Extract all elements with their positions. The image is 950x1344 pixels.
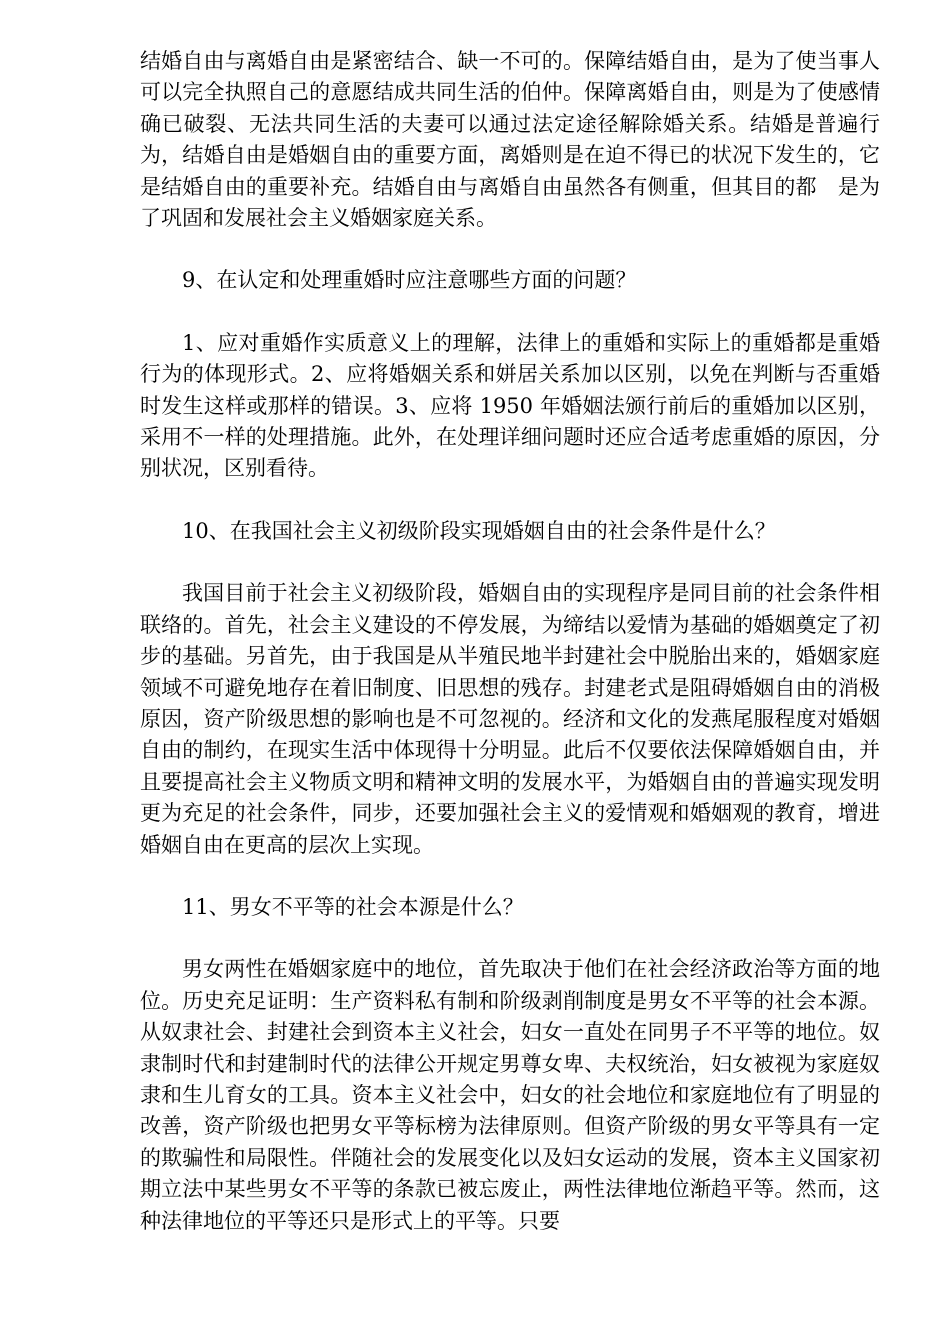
answer-11-paragraph: 男女两性在婚姻家庭中的地位，首先取决于他们在社会经济政治等方面的地位。历史充足证明：生产资料私有制和阶级剥削制度是男女不平等的社会本源。从奴隶社会、封建社会到资本主义社会，妇女一直处在同男子不平等的地位。奴隶制时代和封建制时代的法律公开规定男尊女卑、夫权统治，妇女被视为家庭奴隶和生儿育女的工具。资本主义社会中，妇女的社会地位和家庭地位有了明显的改善，资产阶级也把男女平等标榜为法律原则。但资产阶级的男女平等具有一定的欺骗性和局限性。伴随社会的发展变化以及妇女运动的发展，资本主义国家初期立法中某些男女不平等的条款已被忘废止，两性法律地位渐趋平等。然而，这种法律地位的平等还只是形式上的平等。只要 [140,957,880,1233]
paragraph-marriage-divorce-freedom: 结婚自由与离婚自由是紧密结合、缺一不可的。保障结婚自由，是为了使当事人可以完全执照自己的意愿结成共同生活的伯仲。保障离婚自由，则是为了使感情确已破裂、无法共同生活的夫妻可以通过法定途径解除婚关系。结婚是普遍行为，结婚自由是婚姻自由的重要方面，离婚则是在迫不得已的状况下发生的，它是结婚自由的重要补充。结婚自由与离婚自由虽然各有侧重，但其目的都 是为了巩固和发展社会主义婚姻家庭关系。 [140,49,880,231]
answer-9-paragraph: 1、应对重婚作实质意义上的理解，法律上的重婚和实际上的重婚都是重婚行为的体现形式。2、应将婚姻关系和姘居关系加以区别，以免在判断与否重婚时发生这样或那样的错误。3、应将 1950 年婚姻法颁行前后的重婚加以区别，采用不一样的处理措施。此外，在处理详细问题时还应合适考虑重婚的原因，分别状况，区别看待。 [140,330,880,481]
document-page [140,46,880,1268]
answer-10-paragraph: 我国目前于社会主义初级阶段，婚姻自由的实现程序是同目前的社会条件相联络的。首先，社会主义建设的不停发展，为缔结以爱情为基础的婚姻奠定了初步的基础。另首先，由于我国是从半殖民地半封建社会中脱胎出来的，婚姻家庭领域不可避免地存在着旧制度、旧思想的残存。封建老式是阻碍婚姻自由的消极原因，资产阶级思想的影响也是不可忽视的。经济和文化的发燕尾服程度对婚姻自由的制约，在现实生活中体现得十分明显。此后不仅要依法保障婚姻自由，并且要提高社会主义物质文明和精神文明的发展水平，为婚姻自由的普遍实现发明更为充足的社会条件，同步，还要加强社会主义的爱情观和婚姻观的教育，增进婚姻自由在更高的层次上实现。 [140,581,880,857]
question-9-heading: 9、在认定和处理重婚时应注意哪些方面的问题？ [182,268,637,293]
question-10-heading: 10、在我国社会主义初级阶段实现婚姻自由的社会条件是什么？ [182,518,776,543]
question-11-heading: 11、男女不平等的社会本源是什么？ [182,894,524,919]
